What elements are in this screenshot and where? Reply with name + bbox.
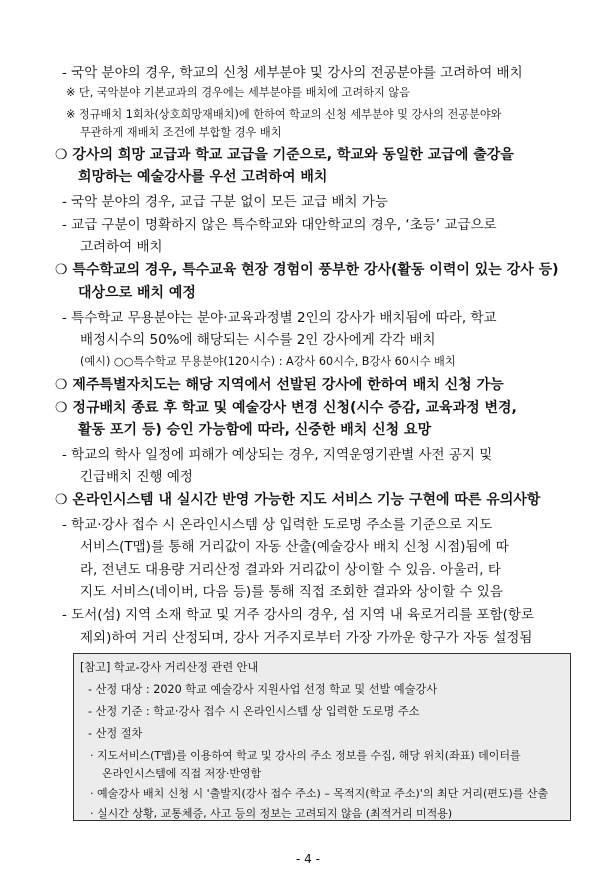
reference-line: - 산정 절차 (88, 727, 143, 740)
text-line: - 국악 분야의 경우, 교급 구분 없이 모든 교급 배치 가능 (62, 194, 388, 210)
text-line: 제외)하여 거리 산정되며, 강사 거주지로부터 가장 가까운 항구가 자동 설정됨 (80, 630, 533, 646)
note-line: ※ 단, 국악분야 기본교과의 경우에는 세부분야를 배치에 고려하지 않음 (66, 86, 410, 99)
bullet-line: 희망하는 예술강사를 우선 고려하여 배치 (78, 169, 328, 185)
reference-line: - 산정 기준 : 학교·강사 접수 시 온라인시스템 상 입력한 도로명 주소 (88, 705, 420, 718)
bullet-line: ❍ 온라인시스템 내 실시간 반영 가능한 지도 서비스 기능 구현에 따른 유의사항 (55, 492, 541, 508)
reference-title: [참고] 학교-강사 거리산정 관련 안내 (80, 661, 259, 674)
reference-line: · 지도서비스(T맵)를 이용하여 학교 및 강사의 주소 정보를 수집, 해당 위치(좌표) 데이터를 (90, 749, 521, 762)
note-line: ※ 정규배치 1회차(상호희망재배치)에 한하여 학교의 신청 세부분야 및 강사의 전공분야와 (66, 108, 502, 121)
text-line: 지도 서비스(네이버, 다음 등)를 통해 직접 조회한 결과와 상이할 수 있음 (80, 584, 503, 600)
text-line: - 특수학교 무용분야는 분야‧교육과정별 2인의 강사가 배치됨에 따라, 학교 (62, 310, 497, 326)
text-line: - 학교‧강사 접수 시 온라인시스템 상 입력한 도로명 주소를 기준으로 지도 (62, 517, 493, 533)
bullet-line: ❍ 강사의 희망 교급과 학교 교급을 기준으로, 학교와 동일한 교급에 출강을 (55, 147, 514, 163)
note-line: 무관하게 재배치 조건에 부합할 경우 배치 (80, 126, 282, 139)
bullet-line: 대상으로 배치 예정 (78, 285, 196, 301)
text-line: 라, 전년도 대용량 거리산정 결과와 거리값이 상이할 수 있음. 아울러, 타 (80, 562, 501, 578)
bullet-line: 활동 포기 등) 승인 가능함에 따라, 신중한 배치 신청 요망 (78, 422, 432, 438)
bullet-line: ❍ 제주특별자치도는 해당 지역에서 선발된 강사에 한하여 배치 신청 가능 (55, 377, 504, 393)
reference-box (73, 653, 571, 821)
text-line: - 국악 분야의 경우, 학교의 신청 세부분야 및 강사의 전공분야를 고려하여 배치 (62, 65, 523, 81)
example-line: (예시) ○○특수학교 무용분야(120시수) : A강사 60시수, B강사 60시수 배치 (80, 355, 456, 368)
page-number: - 4 - (296, 852, 320, 866)
text-line: - 학교의 학사 일정에 피해가 예상되는 경우, 지역운영기관별 사전 공지 및 (62, 447, 493, 463)
reference-line: · 실시간 상황, 교통체증, 사고 등의 정보는 고려되지 않음 (최적거리 미적용) (90, 807, 453, 820)
text-line: - 도서(섬) 지역 소재 학교 및 거주 강사의 경우, 섬 지역 내 육로거리를 포함(항로 (62, 607, 534, 623)
reference-line: 온라인시스템에 직접 저장·반영함 (102, 767, 262, 780)
reference-line: · 예술강사 배치 신청 시 '출발지(강사 접수 주소) – 목적지(학교 주소)'의 최단 거리(편도)를 산출 (90, 787, 549, 800)
bullet-line: ❍ 특수학교의 경우, 특수교육 현장 경험이 풍부한 강사(활동 이력이 있는 강사 등) (55, 262, 559, 278)
bullet-line: ❍ 정규배치 종료 후 학교 및 예술강사 변경 신청(시수 증감, 교육과정 변경, (55, 400, 517, 416)
text-line: 고려하여 배치 (80, 239, 163, 255)
text-line: 배정시수의 50%에 해당되는 시수를 2인 강사에게 각각 배치 (80, 332, 436, 348)
text-line: - 교급 구분이 명확하지 않은 특수학교와 대안학교의 경우, ‘초등’ 교급으로 (62, 217, 497, 233)
text-line: 긴급배치 진행 예정 (80, 469, 193, 485)
text-line: 서비스(T맵)를 통해 거리값이 자동 산출(예술강사 배치 신청 시점)됨에 따 (80, 539, 509, 555)
reference-line: - 산정 대상 : 2020 학교 예술강사 지원사업 선정 학교 및 선발 예술강사 (88, 683, 438, 696)
